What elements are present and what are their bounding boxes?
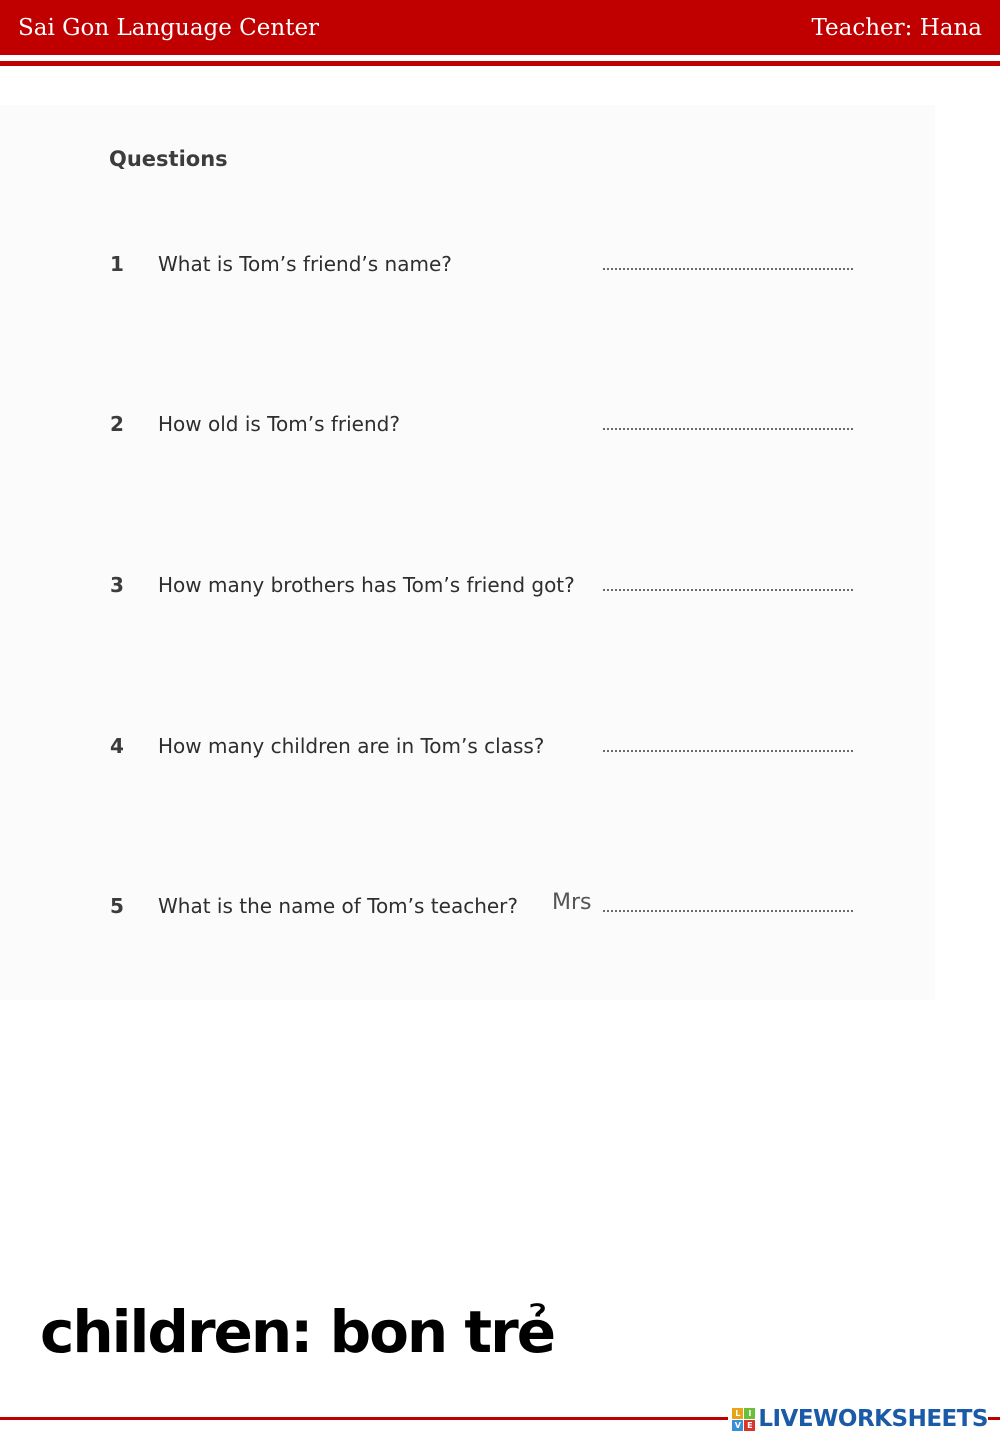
teacher-name: Teacher: Hana (811, 15, 982, 41)
question-row (0, 888, 1000, 928)
liveworksheets-logo (728, 1404, 988, 1434)
answer-field[interactable] (603, 910, 853, 912)
question-text: How many brothers has Tom’s friend got? (158, 573, 575, 597)
question-text: How many children are in Tom’s class? (158, 734, 545, 758)
logo-tile: E (744, 1420, 755, 1431)
question-number: 5 (110, 894, 124, 918)
logo-tile: L (732, 1408, 743, 1419)
worksheet-scan (0, 105, 935, 1000)
header-divider (0, 61, 1000, 66)
answer-field[interactable] (603, 589, 853, 591)
question-row (0, 246, 1000, 286)
question-number: 2 (110, 412, 124, 436)
answer-field[interactable] (603, 428, 853, 430)
liveworksheets-wordmark: LIVEWORKSHEETS (758, 1406, 988, 1432)
logo-tile: V (732, 1420, 743, 1431)
answer-field[interactable] (603, 750, 853, 752)
answer-field[interactable] (603, 268, 853, 270)
question-row (0, 728, 1000, 768)
question-text: What is the name of Tom’s teacher? (158, 894, 519, 918)
question-number: 1 (110, 252, 124, 276)
question-row (0, 406, 1000, 446)
question-text: What is Tom’s friend’s name? (158, 252, 452, 276)
question-number: 4 (110, 734, 124, 758)
vocabulary-note: children: bon trẻ (40, 1298, 555, 1366)
header-bar (0, 0, 1000, 55)
liveworksheets-icon (732, 1408, 755, 1431)
question-number: 3 (110, 573, 124, 597)
questions-heading: Questions (109, 147, 228, 171)
school-name: Sai Gon Language Center (18, 15, 320, 41)
logo-tile: I (744, 1408, 755, 1419)
question-row (0, 567, 1000, 607)
answer-prefix: Mrs (552, 890, 592, 915)
question-text: How old is Tom’s friend? (158, 412, 400, 436)
